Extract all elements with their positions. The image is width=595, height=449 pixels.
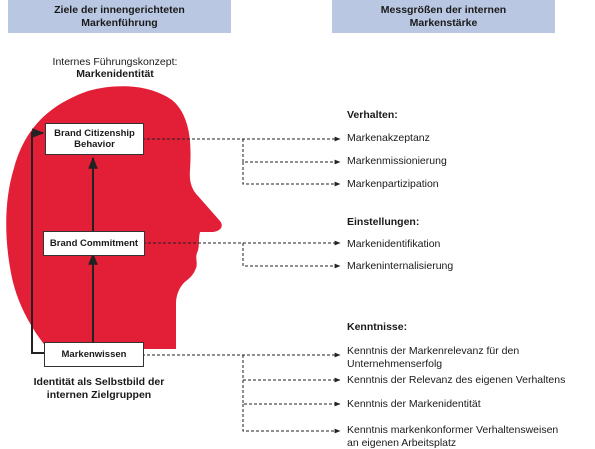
concept-line2: Markenidentität [76, 68, 154, 80]
connector-markenpartizipation [243, 162, 340, 184]
header-metrics-line2: Markenstärke [409, 16, 478, 29]
knowledge-title: Kenntnisse: [347, 321, 408, 333]
identity-line1: Identität als Selbstbild der [33, 376, 165, 388]
connector-markenmissionierung [243, 139, 340, 162]
knowledge-item: Unternehmenserfolg [347, 358, 443, 370]
behavior-item: Markenakzeptanz [347, 132, 430, 144]
connector-markenidentitaet [243, 380, 340, 404]
identity-line2: internen Zielgruppen [46, 389, 152, 401]
behavior-title: Verhalten: [347, 109, 398, 121]
knowledge-box-label: Markenwissen [61, 349, 127, 360]
concept-line1: Internes Führungskonzept: [52, 56, 178, 68]
knowledge-item: Kenntnis der Relevanz des eigenen Verhaltens [347, 374, 566, 386]
knowledge-item: Kenntnis markenkonformer Verhaltensweisen [347, 424, 559, 436]
header-goals-line2: Markenführung [81, 16, 158, 29]
brand-commitment-box [43, 231, 145, 256]
knowledge-item: Kenntnis der Markenidentität [347, 398, 481, 410]
bcb-line1: Brand Citizenship [54, 128, 135, 139]
connector-verhaltensweisen [243, 404, 340, 431]
attitudes-title: Einstellungen: [347, 216, 420, 228]
connector-relevanz-verhalten [243, 355, 340, 380]
header-metrics-line1: Messgrößen der internen [380, 3, 507, 16]
behavior-item: Markenmissionierung [347, 155, 447, 167]
behavior-item: Markenpartizipation [347, 178, 439, 190]
header-goals-line1: Ziele der innengerichteten [54, 3, 185, 16]
knowledge-item: an eigenen Arbeitsplatz [347, 437, 457, 449]
markenwissen-box [44, 342, 144, 367]
commitment-label: Brand Commitment [49, 238, 139, 249]
bcb-line2: Behavior [74, 139, 115, 150]
attitudes-item: Markenidentifikation [347, 238, 441, 250]
connector-markeninternalisierung [243, 243, 340, 266]
attitudes-item: Markeninternalisierung [347, 260, 454, 272]
concept-label [0, 56, 230, 80]
knowledge-item: Kenntnis der Markenrelevanz für den [347, 345, 520, 357]
identity-caption [0, 376, 198, 402]
brand-citizenship-behavior-box [45, 123, 144, 155]
